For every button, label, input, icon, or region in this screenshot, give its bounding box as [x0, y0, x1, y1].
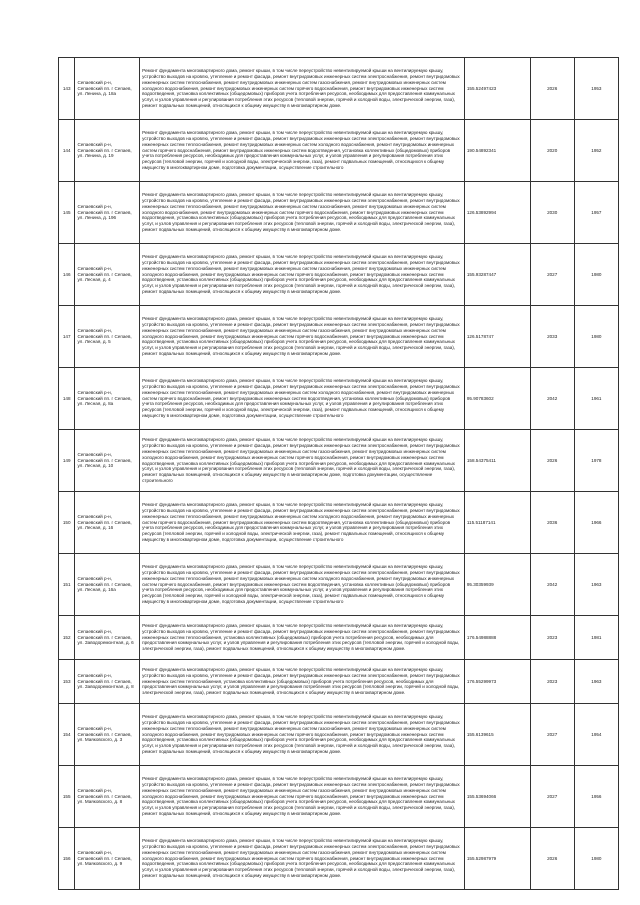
table-body: [59, 58, 619, 890]
planned-year-cell: 2027: [530, 766, 574, 828]
cost-cell: 115.51187141: [464, 492, 530, 554]
cost-cell: 95.30359939: [464, 554, 530, 616]
cost-cell: 190.54892341: [464, 120, 530, 182]
address-cell: Сепаевский р-н, Сепаевский пп. г Сепаев, ул. Лесная, д. 4: [75, 244, 140, 306]
planned-year-cell: 2033: [530, 306, 574, 368]
built-year-cell: 1956: [574, 766, 618, 828]
works-cell: Ремонт фундамента многоквартирного дома, ремонт крыши, в том числе переустройство невентилируемой крыши на вентилируемую крышу, устройство выходов на кровлю, утепление и ремонт фасада, ремонт внутридомовых инженерных систем электроснабжения, ремонт внутридомовых инженерных систем теплоснабжения, ремонт внутридомовых инженерных систем газоснабжения, ремонт внутридомовых инженерных систем холодного водоснабжения, ремонт внутридомовых инженерных систем горячего водоснабжения, ремонт внутридомовых инженерных систем водоотведения, установка коллективных (общедомовых) приборов учета потребления ресурсов, необходимых для предоставления коммунальных услуг, и узлов управления и регулирования потребления этих ресурсов (тепловой энергии, горячей и холодной воды, электрической энергии, газа), ремонт подвальных помещений, относящихся к общему имуществу в многоквартирном доме.: [140, 828, 465, 890]
cost-cell: 176.54988888: [464, 616, 530, 660]
row-number: 148: [59, 368, 75, 430]
planned-year-cell: 2026: [530, 828, 574, 890]
works-cell: Ремонт фундамента многоквартирного дома, ремонт крыши, в том числе переустройство невентилируемой крыши на вентилируемую крышу, устройство выходов на кровлю, утепление и ремонт фасада, ремонт внутридомовых инженерных систем электроснабжения, ремонт внутридомовых инженерных систем теплоснабжения, установка коллективных (общедомовых) приборов учета потребления ресурсов, необходимых для предоставления коммунальных услуг, и узлов управления и регулирования потребления этих ресурсов (тепловой энергии, горячей и холодной воды, электрической энергии, газа), ремонт подвальных помещений, относящихся к общему имуществу в многоквартирном доме.: [140, 616, 465, 660]
row-number: 151: [59, 554, 75, 616]
address-cell: Сепаевский р-н, Сепаевский пп. г Сепаев, ул. Маяковского, д. 3: [75, 704, 140, 766]
table-row: [59, 244, 619, 306]
row-number: 155: [59, 766, 75, 828]
address-cell: Сепаевский р-н, Сепаевский пп. г Сепаев, ул. Ленина, д. 196: [75, 182, 140, 244]
cost-cell: 155.6139615: [464, 704, 530, 766]
address-cell: Сепаевский р-н, Сепаевский пп. г Сепаев, ул. Лесная, д. 16: [75, 492, 140, 554]
works-cell: Ремонт фундамента многоквартирного дома, ремонт крыши, в том числе переустройство невентилируемой крыши на вентилируемую крышу, устройство выходов на кровлю, утепление и ремонт фасада, ремонт внутридомовых инженерных систем электроснабжения, ремонт внутридомовых инженерных систем теплоснабжения, ремонт внутридомовых инженерных систем холодного водоснабжения, ремонт внутридомовых инженерных систем горячего водоснабжения, ремонт внутридомовых инженерных систем водоотведения, установка коллективных (общедомовых) приборов учета потребления ресурсов, необходимых для предоставления коммунальных услуг, и узлов управления и регулирования потребления этих ресурсов (тепловой энергии, горячей и холодной воды, электрической энергии, газа), ремонт подвальных помещений, относящихся к общему имуществу в многоквартирном доме, подготовка документации, осуществление строительного: [140, 368, 465, 430]
works-cell: Ремонт фундамента многоквартирного дома, ремонт крыши, в том числе переустройство невентилируемой крыши на вентилируемую крышу, устройство выходов на кровлю, утепление и ремонт фасада, ремонт внутридомовых инженерных систем электроснабжения, ремонт внутридомовых инженерных систем теплоснабжения, ремонт внутридомовых инженерных систем газоснабжения, ремонт внутридомовых инженерных систем холодного водоснабжения, ремонт внутридомовых инженерных систем горячего водоснабжения, ремонт внутридомовых инженерных систем водоотведения, установка коллективных (общедомовых) приборов учета потребления ресурсов, необходимых для предоставления коммунальных услуг, и узлов управления и регулирования потребления этих ресурсов (тепловой энергии, горячей и холодной воды, электрической энергии, газа), ремонт подвальных помещений, относящихся к общему имуществу в многоквартирном доме.: [140, 306, 465, 368]
table-row: [59, 306, 619, 368]
planned-year-cell: 2042: [530, 554, 574, 616]
built-year-cell: 1980: [574, 828, 618, 890]
built-year-cell: 1961: [574, 368, 618, 430]
address-cell: Сепаевский р-н, Сепаевский пп. г Сепаев, ул. Лесная, д. 5: [75, 306, 140, 368]
row-number: 150: [59, 492, 75, 554]
built-year-cell: 1957: [574, 182, 618, 244]
works-cell: Ремонт фундамента многоквартирного дома, ремонт крыши, в том числе переустройство невентилируемой крыши на вентилируемую крышу, устройство выходов на кровлю, утепление и ремонт фасада, ремонт внутридомовых инженерных систем электроснабжения, ремонт внутридомовых инженерных систем теплоснабжения, ремонт внутридомовых инженерных систем газоснабжения, ремонт внутридомовых инженерных систем холодного водоснабжения, ремонт внутридомовых инженерных систем горячего водоснабжения, ремонт внутридомовых инженерных систем водоотведения, установка коллективных (общедомовых) приборов учета потребления ресурсов, необходимых для предоставления коммунальных услуг, и узлов управления и регулирования потребления этих ресурсов (тепловой энергии, горячей и холодной воды, электрической энергии, газа), ремонт подвальных помещений, относящихся к общему имуществу в многоквартирном доме.: [140, 704, 465, 766]
row-number: 143: [59, 58, 75, 120]
cost-cell: 126.5178747: [464, 306, 530, 368]
address-cell: Сепаевский р-н, Сепаевский пп. г Сепаев, ул. Ленина, д. 18а: [75, 58, 140, 120]
cost-cell: 158.54375411: [464, 430, 530, 492]
cost-cell: 155.52987979: [464, 828, 530, 890]
cost-cell: 155.52497423: [464, 58, 530, 120]
address-cell: Сепаевский р-н, Сепаевский пп. г Сепаев, ул. Ленина, д. 19: [75, 120, 140, 182]
planned-year-cell: 2020: [530, 120, 574, 182]
row-number: 144: [59, 120, 75, 182]
planned-year-cell: 2036: [530, 492, 574, 554]
built-year-cell: 1953: [574, 58, 618, 120]
table-row: [59, 704, 619, 766]
cost-cell: 155.93287447: [464, 244, 530, 306]
built-year-cell: 1978: [574, 430, 618, 492]
built-year-cell: 1966: [574, 492, 618, 554]
planned-year-cell: 2027: [530, 704, 574, 766]
table-row: [59, 616, 619, 660]
table-row: [59, 368, 619, 430]
works-cell: Ремонт фундамента многоквартирного дома, ремонт крыши, в том числе переустройство невентилируемой крыши на вентилируемую крышу, устройство выходов на кровлю, утепление и ремонт фасада, ремонт внутридомовых инженерных систем электроснабжения, ремонт внутридомовых инженерных систем теплоснабжения, ремонт внутридомовых инженерных систем холодного водоснабжения, ремонт внутридомовых инженерных систем горячего водоснабжения, ремонт внутридомовых инженерных систем водоотведения, установка коллективных (общедомовых) приборов учета потребления ресурсов, необходимых для предоставления коммунальных услуг, и узлов управления и регулирования потребления этих ресурсов (тепловой энергии, горячей и холодной воды, электрической энергии, газа), ремонт подвальных помещений, относящихся к общему имуществу в многоквартирном доме, подготовка документации, осуществление строительного: [140, 492, 465, 554]
cost-cell: 95.90783602: [464, 368, 530, 430]
cost-cell: 126.53892994: [464, 182, 530, 244]
built-year-cell: 1963: [574, 554, 618, 616]
table-row: [59, 766, 619, 828]
built-year-cell: 1963: [574, 660, 618, 704]
planned-year-cell: 2042: [530, 368, 574, 430]
works-table: [58, 57, 619, 890]
address-cell: Сепаевский р-н, Сепаевский пп. г Сепаев, ул. Лесная, д. 8а: [75, 368, 140, 430]
planned-year-cell: 2026: [530, 430, 574, 492]
planned-year-cell: 2030: [530, 182, 574, 244]
built-year-cell: 1980: [574, 306, 618, 368]
works-cell: Ремонт фундамента многоквартирного дома, ремонт крыши, в том числе переустройство невентилируемой крыши на вентилируемую крышу, устройство выходов на кровлю, утепление и ремонт фасада, ремонт внутридомовых инженерных систем электроснабжения, ремонт внутридомовых инженерных систем теплоснабжения, ремонт внутридомовых инженерных систем холодного водоснабжения, ремонт внутридомовых инженерных систем горячего водоснабжения, ремонт внутридомовых инженерных систем водоотведения, установка коллективных (общедомовых) приборов учета потребления ресурсов, необходимых для предоставления коммунальных услуг, и узлов управления и регулирования потребления этих ресурсов (тепловой энергии, горячей и холодной воды, электрической энергии, газа), ремонт подвальных помещений, относящихся к общему имуществу в многоквартирном доме, подготовка документации, осуществление строительного: [140, 120, 465, 182]
planned-year-cell: 2026: [530, 58, 574, 120]
built-year-cell: 1981: [574, 616, 618, 660]
row-number: 154: [59, 704, 75, 766]
works-cell: Ремонт фундамента многоквартирного дома, ремонт крыши, в том числе переустройство невентилируемой крыши на вентилируемую крышу, устройство выходов на кровлю, утепление и ремонт фасада, ремонт внутридомовых инженерных систем электроснабжения, ремонт внутридомовых инженерных систем теплоснабжения, ремонт внутридомовых инженерных систем газоснабжения, ремонт внутридомовых инженерных систем холодного водоснабжения, ремонт внутридомовых инженерных систем горячего водоснабжения, ремонт внутридомовых инженерных систем водоотведения, установка коллективных (общедомовых) приборов учета потребления ресурсов, необходимых для предоставления коммунальных услуг, и узлов управления и регулирования потребления этих ресурсов (тепловой энергии, горячей и холодной воды, электрической энергии, газа), ремонт подвальных помещений, относящихся к общему имуществу в многоквартирном доме.: [140, 58, 465, 120]
works-cell: Ремонт фундамента многоквартирного дома, ремонт крыши, в том числе переустройство невентилируемой крыши на вентилируемую крышу, устройство выходов на кровлю, утепление и ремонт фасада, ремонт внутридомовых инженерных систем электроснабжения, ремонт внутридомовых инженерных систем теплоснабжения, ремонт внутридомовых инженерных систем газоснабжения, ремонт внутридомовых инженерных систем холодного водоснабжения, ремонт внутридомовых инженерных систем горячего водоснабжения, ремонт внутридомовых инженерных систем водоотведения, установка коллективных (общедомовых) приборов учета потребления ресурсов, необходимых для предоставления коммунальных услуг, и узлов управления и регулирования потребления этих ресурсов (тепловой энергии, горячей и холодной воды, электрической энергии, газа), ремонт подвальных помещений, относящихся к общему имуществу в многоквартирном доме.: [140, 182, 465, 244]
row-number: 156: [59, 828, 75, 890]
address-cell: Сепаевский р-н, Сепаевский пп. г Сепаев, ул. Маяковского, д. 8: [75, 766, 140, 828]
address-cell: Сепаевский р-н, Сепаевский пп. г Сепаев, ул. Маяковского, д. 9: [75, 828, 140, 890]
table-row: [59, 430, 619, 492]
works-cell: Ремонт фундамента многоквартирного дома, ремонт крыши, в том числе переустройство невентилируемой крыши на вентилируемую крышу, устройство выходов на кровлю, утепление и ремонт фасада, ремонт внутридомовых инженерных систем электроснабжения, ремонт внутридомовых инженерных систем теплоснабжения, установка коллективных (общедомовых) приборов учета потребления ресурсов, необходимых для предоставления коммунальных услуг, и узлов управления и регулирования потребления этих ресурсов (тепловой энергии, горячей и холодной воды, электрической энергии, газа), ремонт подвальных помещений, относящихся к общему имуществу в многоквартирном доме.: [140, 660, 465, 704]
row-number: 153: [59, 660, 75, 704]
row-number: 152: [59, 616, 75, 660]
table-row: [59, 554, 619, 616]
built-year-cell: 1952: [574, 120, 618, 182]
works-cell: Ремонт фундамента многоквартирного дома, ремонт крыши, в том числе переустройство невентилируемой крыши на вентилируемую крышу, устройство выходов на кровлю, утепление и ремонт фасада, ремонт внутридомовых инженерных систем электроснабжения, ремонт внутридомовых инженерных систем теплоснабжения, ремонт внутридомовых инженерных систем газоснабжения, ремонт внутридомовых инженерных систем холодного водоснабжения, ремонт внутридомовых инженерных систем горячего водоснабжения, ремонт внутридомовых инженерных систем водоотведения, установка коллективных (общедомовых) приборов учета потребления ресурсов, необходимых для предоставления коммунальных услуг, и узлов управления и регулирования потребления этих ресурсов (тепловой энергии, горячей и холодной воды, электрической энергии, газа), ремонт подвальных помещений, относящихся к общему имуществу в многоквартирном доме.: [140, 244, 465, 306]
table-row: [59, 492, 619, 554]
built-year-cell: 1954: [574, 704, 618, 766]
table-row: [59, 660, 619, 704]
table-row: [59, 58, 619, 120]
works-cell: Ремонт фундамента многоквартирного дома, ремонт крыши, в том числе переустройство невентилируемой крыши на вентилируемую крышу, устройство выходов на кровлю, утепление и ремонт фасада, ремонт внутридомовых инженерных систем электроснабжения, ремонт внутридомовых инженерных систем теплоснабжения, ремонт внутридомовых инженерных систем газоснабжения, ремонт внутридомовых инженерных систем холодного водоснабжения, ремонт внутридомовых инженерных систем горячего водоснабжения, ремонт внутридомовых инженерных систем водоотведения, установка коллективных (общедомовых) приборов учета потребления ресурсов, необходимых для предоставления коммунальных услуг, и узлов управления и регулирования потребления этих ресурсов (тепловой энергии, горячей и холодной воды, электрической энергии, газа), ремонт подвальных помещений, относящихся к общему имуществу в многоквартирном доме, подготовка документации, осуществление строительного: [140, 430, 465, 492]
row-number: 145: [59, 182, 75, 244]
address-cell: Сепаевский р-н, Сепаевский пп. г Сепаев, ул. Лесная, д. 10: [75, 430, 140, 492]
cost-cell: 155.53694066: [464, 766, 530, 828]
built-year-cell: 1980: [574, 244, 618, 306]
row-number: 146: [59, 244, 75, 306]
row-number: 149: [59, 430, 75, 492]
planned-year-cell: 2027: [530, 244, 574, 306]
planned-year-cell: 2023: [530, 660, 574, 704]
works-cell: Ремонт фундамента многоквартирного дома, ремонт крыши, в том числе переустройство невентилируемой крыши на вентилируемую крышу, устройство выходов на кровлю, утепление и ремонт фасада, ремонт внутридомовых инженерных систем электроснабжения, ремонт внутридомовых инженерных систем теплоснабжения, ремонт внутридомовых инженерных систем газоснабжения, ремонт внутридомовых инженерных систем холодного водоснабжения, ремонт внутридомовых инженерных систем горячего водоснабжения, ремонт внутридомовых инженерных систем водоотведения, установка коллективных (общедомовых) приборов учета потребления ресурсов, необходимых для предоставления коммунальных услуг, и узлов управления и регулирования потребления этих ресурсов (тепловой энергии, горячей и холодной воды, электрической энергии, газа), ремонт подвальных помещений, относящихся к общему имуществу в многоквартирном доме.: [140, 766, 465, 828]
table-row: [59, 828, 619, 890]
planned-year-cell: 2023: [530, 616, 574, 660]
table-row: [59, 182, 619, 244]
address-cell: Сепаевский р-н, Сепаевский пп. г Сепаев, ул. Заводоремонтная, д. 8: [75, 660, 140, 704]
row-number: 147: [59, 306, 75, 368]
cost-cell: 176.55299973: [464, 660, 530, 704]
address-cell: Сепаевский р-н, Сепаевский пп. г Сепаев, ул. Заводоремонтная, д. 6: [75, 616, 140, 660]
address-cell: Сепаевский р-н, Сепаевский пп. г Сепаев, ул. Лесная, д. 16а: [75, 554, 140, 616]
works-cell: Ремонт фундамента многоквартирного дома, ремонт крыши, в том числе переустройство невентилируемой крыши на вентилируемую крышу, устройство выходов на кровлю, утепление и ремонт фасада, ремонт внутридомовых инженерных систем электроснабжения, ремонт внутридомовых инженерных систем теплоснабжения, ремонт внутридомовых инженерных систем холодного водоснабжения, ремонт внутридомовых инженерных систем горячего водоснабжения, ремонт внутридомовых инженерных систем водоотведения, установка коллективных (общедомовых) приборов учета потребления ресурсов, необходимых для предоставления коммунальных услуг, и узлов управления и регулирования потребления этих ресурсов (тепловой энергии, горячей и холодной воды, электрической энергии, газа), ремонт подвальных помещений, относящихся к общему имуществу в многоквартирном доме, подготовка документации, осуществление строительного: [140, 554, 465, 616]
table-row: [59, 120, 619, 182]
